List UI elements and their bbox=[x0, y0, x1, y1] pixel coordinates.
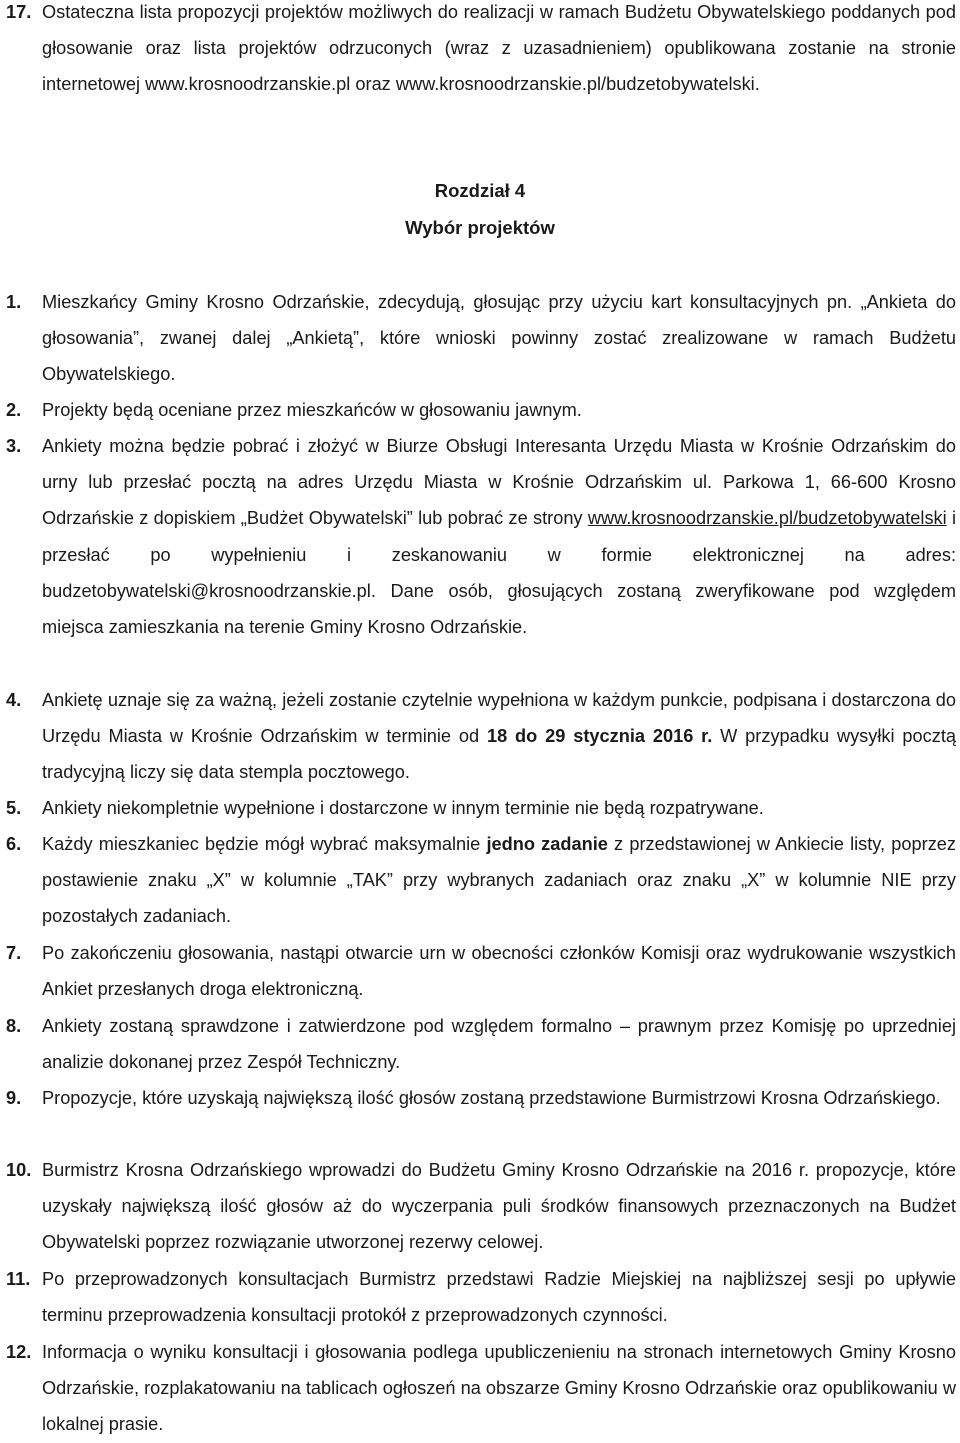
item-text: Po zakończeniu głosowania, nastąpi otwarcie urn w obecności członków Komisji oraz wydrukowanie wszystkich Ankiet przesłanych droga elektroniczną. bbox=[42, 943, 956, 1000]
item-text: Projekty będą oceniane przez mieszkańców w głosowaniu jawnym. bbox=[42, 400, 582, 420]
list-item-11 bbox=[6, 1261, 956, 1333]
list-item-12 bbox=[6, 1334, 956, 1443]
item-number: 17. bbox=[6, 2, 32, 22]
list-item-9 bbox=[6, 1080, 956, 1116]
deadline-dates: 18 do 29 stycznia 2016 r. bbox=[486, 726, 713, 747]
item-text: Mieszkańcy Gminy Krosno Odrzańskie, zdecydują, głosując przy użyciu kart konsultacyjnych pn. „Ankieta do głosowania”, zwanej dalej „Ankietą”, które wnioski powinny zostać zrealizowane w ramach Budżetu Obywatelskiego. bbox=[42, 292, 956, 385]
list-item-1 bbox=[6, 284, 956, 393]
item-text: Ankiety zostaną sprawdzone i zatwierdzone pod względem formalno – prawnym przez Komisję po uprzedniej analizie dokonanej przez Zespół Techniczny. bbox=[42, 1016, 956, 1073]
item-number: 10. bbox=[6, 1160, 32, 1180]
item-number: 8. bbox=[6, 1016, 22, 1036]
item-text: Ankietę uznaje się za ważną, jeżeli zostanie czytelnie wypełniona w każdym punkcie, podpisana i dostarczona do Urzędu Miasta w Krośnie Odrzańskim w terminie od 18 do 29 stycznia 2016 r. W przypadku wysyłki pocztą tradycyjną liczy się data stempla pocztowego. bbox=[42, 690, 956, 783]
website-link[interactable]: www.krosnoodrzanskie.pl bbox=[145, 74, 351, 95]
list-item-4 bbox=[6, 682, 956, 791]
chapter-title: Rozdział 4 bbox=[434, 180, 526, 201]
item-number: 7. bbox=[6, 943, 22, 963]
list-item-8 bbox=[6, 1008, 956, 1080]
item-text: Po przeprowadzonych konsultacjach Burmistrz przedstawi Radzie Miejskiej na najbliższej sesji po upływie terminu przeprowadzenia konsultacji protokół z przeprowadzonych czynności. bbox=[42, 1269, 956, 1326]
item-text: Burmistrz Krosna Odrzańskiego wprowadzi do Budżetu Gminy Krosno Odrzańskie na 2016 r. propozycje, które uzyskały największą ilość głosów aż do wyczerpania puli środków finansowych przeznaczonych na Budżet Obywatelski poprzez rozwiązanie utworzonej rezerwy celowej. bbox=[42, 1160, 956, 1253]
item-text: Informacja o wyniku konsultacji i głosowania podlega upubliczenieniu na stronach internetowych Gminy Krosno Odrzańskie, rozplakatowaniu na tablicach ogłoszeń na obszarze Gminy Krosno Odrzańskie oraz opublikowaniu w lokalnej prasie. bbox=[42, 1342, 956, 1435]
list-item-2 bbox=[6, 392, 956, 428]
item-number: 1. bbox=[6, 292, 22, 312]
item-number: 12. bbox=[6, 1342, 32, 1362]
item-number: 5. bbox=[6, 798, 22, 818]
list-item-3 bbox=[6, 428, 956, 645]
item-text: Ankiety można będzie pobrać i złożyć w Biurze Obsługi Interesanta Urzędu Miasta w Krośnie Odrzańskim do urny lub przesłać pocztą na adres Urzędu Miasta w Krośnie Odrzańskim ul. Parkowa 1, 66-600 Krosno Odrzańskie z dopiskiem „Budżet Obywatelski” lub pobrać ze strony www.krosnoodrzanskie.pl/budzetobywatelski i przesłać po wypełnieniu i zeskanowaniu w formie elektronicznej na adres: budzetobywatelski@krosnoodrzanskie.pl. Dane osób, głosujących zostaną zweryfikowane pod względem miejsca zamieszkania na terenie Gminy Krosno Odrzańskie. bbox=[42, 436, 956, 638]
item-number: 11. bbox=[6, 1269, 31, 1289]
list-item-6 bbox=[6, 826, 956, 935]
list-item-5 bbox=[6, 790, 956, 826]
item-text: Ankiety niekompletnie wypełnione i dostarczone w innym terminie nie będą rozpatrywane. bbox=[42, 798, 764, 818]
list-item-10 bbox=[6, 1152, 956, 1261]
emphasis-text: jedno zadanie bbox=[486, 834, 608, 854]
item-number: 6. bbox=[6, 834, 22, 854]
budget-page-link[interactable]: www.krosnoodrzanskie.pl/budzetobywatelski bbox=[587, 508, 947, 529]
item-number: 4. bbox=[6, 690, 22, 710]
item-number: 3. bbox=[6, 436, 22, 456]
item-text: Ostateczna lista propozycji projektów możliwych do realizacji w ramach Budżetu Obywatelskiego poddanych pod głosowanie oraz lista projektów odrzuconych (wraz z uzasadnieniem) opublikowana zostanie na stronie internetowej www.krosnoodrzanskie.pl oraz www.krosnoodrzanskie.pl/budzetobywatelski. bbox=[42, 2, 956, 95]
budget-page-link[interactable]: www.krosnoodrzanskie.pl/budzetobywatelski bbox=[395, 74, 755, 95]
item-number: 9. bbox=[6, 1088, 22, 1108]
item-text: Propozycje, które uzyskają największą ilość głosów zostaną przedstawione Burmistrzowi Krosna Odrzańskiego. bbox=[42, 1088, 941, 1108]
list-item-17 bbox=[6, 0, 956, 103]
list-item-7 bbox=[6, 935, 956, 1007]
item-text: Każdy mieszkaniec będzie mógł wybrać maksymalnie jedno zadanie z przedstawionej w Ankiecie listy, poprzez postawienie znaku „X” w kolumnie „TAK” przy wybranych zadaniach oraz znaku „X” w kolumnie NIE przy pozostałych zadaniach. bbox=[42, 834, 956, 927]
item-number: 2. bbox=[6, 400, 22, 420]
chapter-subtitle: Wybór projektów bbox=[405, 217, 555, 238]
